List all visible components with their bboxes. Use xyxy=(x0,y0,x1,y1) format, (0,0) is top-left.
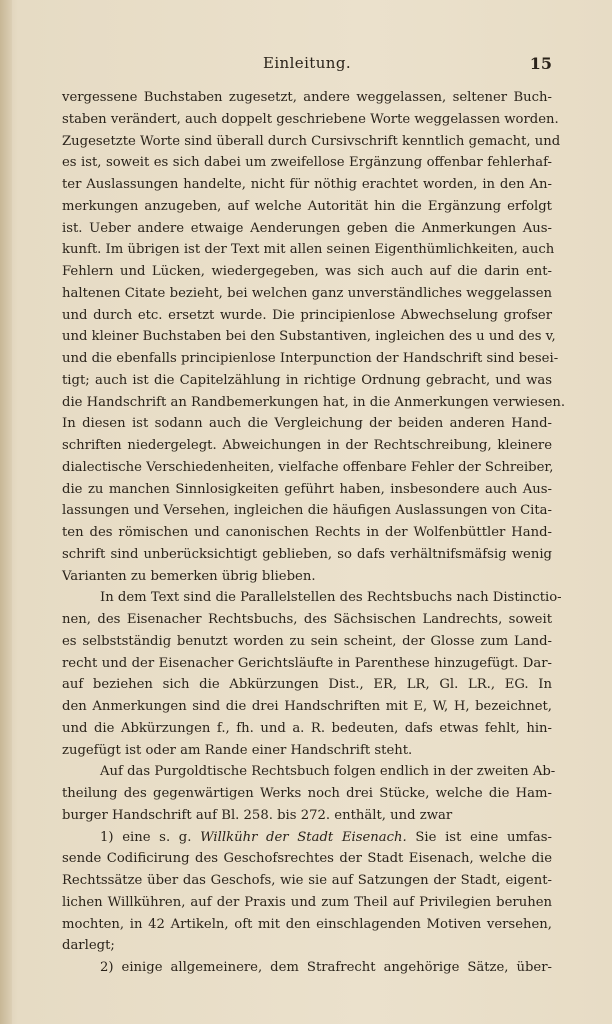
page-header xyxy=(62,54,552,76)
text-line: den Anmerkungen sind die drei Handschriften mit E, W, H, bezeichnet, xyxy=(62,699,552,714)
text-line: zugefügt ist oder am Rande einer Handschrift steht. xyxy=(62,742,413,758)
text-line: es ist, soweit es sich dabei um zweifellose Ergänzung offenbar fehlerhaf- xyxy=(62,155,552,171)
body-text xyxy=(62,87,566,979)
text-line: haltenen Citate bezieht, bei welchen ganz unverständliches weggelassen xyxy=(62,285,552,301)
text-line: lichen Willkühren, auf der Praxis und zum Theil auf Privilegien beruhen xyxy=(62,894,552,910)
text-line: es selbstständig benutzt worden zu sein scheint, der Glosse zum Land- xyxy=(62,633,552,649)
text-line: staben verändert, auch doppelt geschriebene Worte weggelassen worden. xyxy=(62,111,559,127)
text-line: ter Auslassungen handelte, nicht für nöthig erachtet worden, in den An- xyxy=(62,177,552,192)
text-line: recht und der Eisenacher Gerichtsläufte in Parenthese hinzugefügt. Dar- xyxy=(62,655,552,671)
text-line: die zu manchen Sinnlosigkeiten geführt haben, insbesondere auch Aus- xyxy=(62,481,552,497)
list-item-1-first-line xyxy=(62,827,552,849)
text-line: Varianten zu bemerken übrig blieben. xyxy=(62,568,316,584)
text-line: und kleiner Buchstaben bei den Substantiven, ingleichen des u und des v, xyxy=(62,329,556,345)
text-line: ten des römischen und canonischen Rechts in der Wolfenbüttler Hand- xyxy=(62,525,552,540)
text-line: und die Abkürzungen f., fh. und a. R. bedeuten, dafs etwas fehlt, hin- xyxy=(62,720,552,736)
text-line: darlegt; xyxy=(62,938,115,954)
item-prefix: 1) eine s. g. xyxy=(100,829,201,845)
text-line: In dem Text sind die Parallelstellen des Rechtsbuchs nach Distinctio- xyxy=(100,590,562,606)
text-line: schrift sind unberücksichtigt geblieben, so dafs verhältnifsmäfsig wenig xyxy=(62,546,552,562)
text-line: merkungen anzugeben, auf welche Autorität hin die Ergänzung erfolgt xyxy=(62,198,552,214)
text-line: schriften niedergelegt. Abweichungen in der Rechtschreibung, kleinere xyxy=(62,438,552,453)
text-line: mochten, in 42 Artikeln, oft mit den einschlagenden Motiven versehen, xyxy=(62,916,552,932)
text-line: nen, des Eisenacher Rechtsbuchs, des Sächsischen Landrechts, soweit xyxy=(62,612,552,627)
text-line: kunft. Im übrigen ist der Text mit allen seinen Eigenthümlichkeiten, auch xyxy=(62,242,555,258)
text-line: Auf das Purgoldtische Rechtsbuch folgen endlich in der zweiten Ab- xyxy=(100,764,556,780)
text-line: tigt; auch ist die Capitelzählung in richtige Ordnung gebracht, und was xyxy=(62,372,552,388)
text-line: dialectische Verschiedenheiten, vielfache offenbare Fehler der Schreiber, xyxy=(62,459,554,475)
text-line: und durch etc. ersetzt wurde. Die principienlose Abwechselung grofser xyxy=(62,307,552,323)
text-line: und die ebenfalls principienlose Interpunction der Handschrift sind besei- xyxy=(62,351,559,366)
text-line: 2) einige allgemeinere, dem Strafrecht angehörige Sätze, über- xyxy=(100,960,552,975)
text-line: Rechtssätze über das Geschofs, wie sie auf Satzungen der Stadt, eigent- xyxy=(62,873,552,888)
text-line: die Handschrift an Randbemerkungen hat, in die Anmerkungen verwiesen. xyxy=(62,394,566,410)
page-binding-edge xyxy=(0,0,12,1024)
text-line: In diesen ist sodann auch die Vergleichung der beiden anderen Hand- xyxy=(62,416,552,432)
running-title: Einleitung. xyxy=(263,54,351,72)
text-line: burger Handschrift auf Bl. 258. bis 272. enthält, und zwar xyxy=(62,807,453,823)
text-line: Zugesetzte Worte sind überall durch Cursivschrift kenntlich gemacht, und xyxy=(62,133,561,149)
text-line: ist. Ueber andere etwaige Aenderungen geben die Anmerkungen Aus- xyxy=(62,220,552,236)
text-line: sende Codificirung des Geschofsrechtes der Stadt Eisenach, welche die xyxy=(62,851,552,867)
page-number: 15 xyxy=(529,54,552,73)
text-line: lassungen und Versehen, ingleichen die häufigen Auslassungen von Cita- xyxy=(62,503,552,519)
item-title: Willkühr der Stadt Eisenach. xyxy=(200,829,407,845)
text-line: auf beziehen sich die Abkürzungen Dist., ER, LR, Gl. LR., EG. In xyxy=(62,677,552,693)
text-line: Fehlern und Lücken, wiedergegeben, was sich auch auf die darin ent- xyxy=(62,264,552,279)
text-line: vergessene Buchstaben zugesetzt, andere weggelassen, seltener Buch- xyxy=(62,90,552,105)
item-suffix: Sie ist eine umfas- xyxy=(406,829,552,845)
text-line: theilung des gegenwärtigen Werks noch drei Stücke, welche die Ham- xyxy=(62,786,552,801)
